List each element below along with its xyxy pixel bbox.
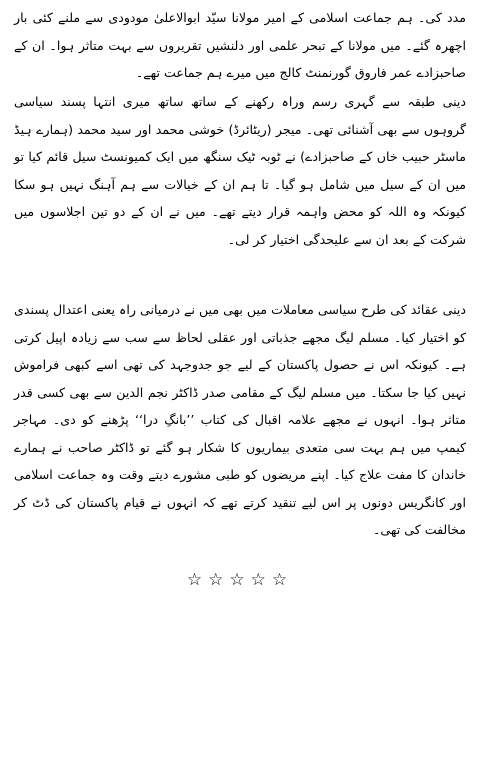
paragraph-1: مدد کی۔ ہم جماعت اسلامی کے امیر مولانا سیّد ابوالاعلیٰ مودودی سے ملنے کئی بار اچھرہ گئے۔ میں مولانا کے تبحر علمی اور دلنشیں تقریروں سے بہت متاثر ہوا۔ ان کے صاحبزادے عمر فاروق گورنمنٹ کالج میں میرے ہم جماعت تھے۔	[14, 10, 466, 80]
paragraph-3: دینی عقائد کی طرح سیاسی معاملات میں بھی میں نے درمیانی راہ یعنی اعتدال پسندی کو اختیار کیا۔ مسلم لیگ مجھے جذباتی اور عقلی لحاظ سے سب سے زیادہ اپیل کرتی ہے۔ کیونکہ اس نے حصول پاکستان کے لیے جو جدوجہد کی تھی اسے کبھی فراموش نہیں کیا جا سکتا۔ میں مسلم لیگ کے مقامی صدر ڈاکٹر نجم الدین سے بھی کسی قدر متاثر ہوا۔ انہوں نے مجھے علامہ اقبال کی کتاب ’’بانگِ درا‘‘ پڑھنے کو دی۔ مہاجر کیمپ میں ہم بہت سی متعدی بیماریوں کا شکار ہو گئے تو ڈاکٹر صاحب نے ہمارے خاندان کا مفت علاج کیا۔ اپنے مریضوں کو طبی مشورے دیتے وقت وہ جماعت اسلامی اور کانگریس دونوں پر اس لیے تنقید کرتے تھے کہ انہوں نے قیام پاکستان کی ڈٹ کر مخالفت کی تھی۔	[14, 302, 466, 537]
paragraph-2: دینی طبقہ سے گہری رسم وراہ رکھنے کے ساتھ ساتھ میری انتہا پسند سیاسی گروہوں سے بھی آشنائی تھی۔ میجر (ریٹائرڈ) خوشی محمد اور سید محمد (ہمارے ہیڈ ماسٹر حبیب خاں کے صاحبزادے) نے ٹوبہ ٹیک سنگھ میں ایک کمیونسٹ سیل قائم کیا تو میں ان کے سیل میں شامل ہو گیا۔ تا ہم ان کے خیالات سے ہم آہنگ نہیں ہو سکا کیونکہ وہ اللہ کو محض واہمہ قرار دیتے تھے۔ میں نے ان کے دو تین اجلاسوں میں شرکت کے بعد ان سے علیحدگی اختیار کر لی۔	[14, 94, 466, 247]
section-separator-stars: ☆☆☆☆☆	[186, 570, 294, 590]
